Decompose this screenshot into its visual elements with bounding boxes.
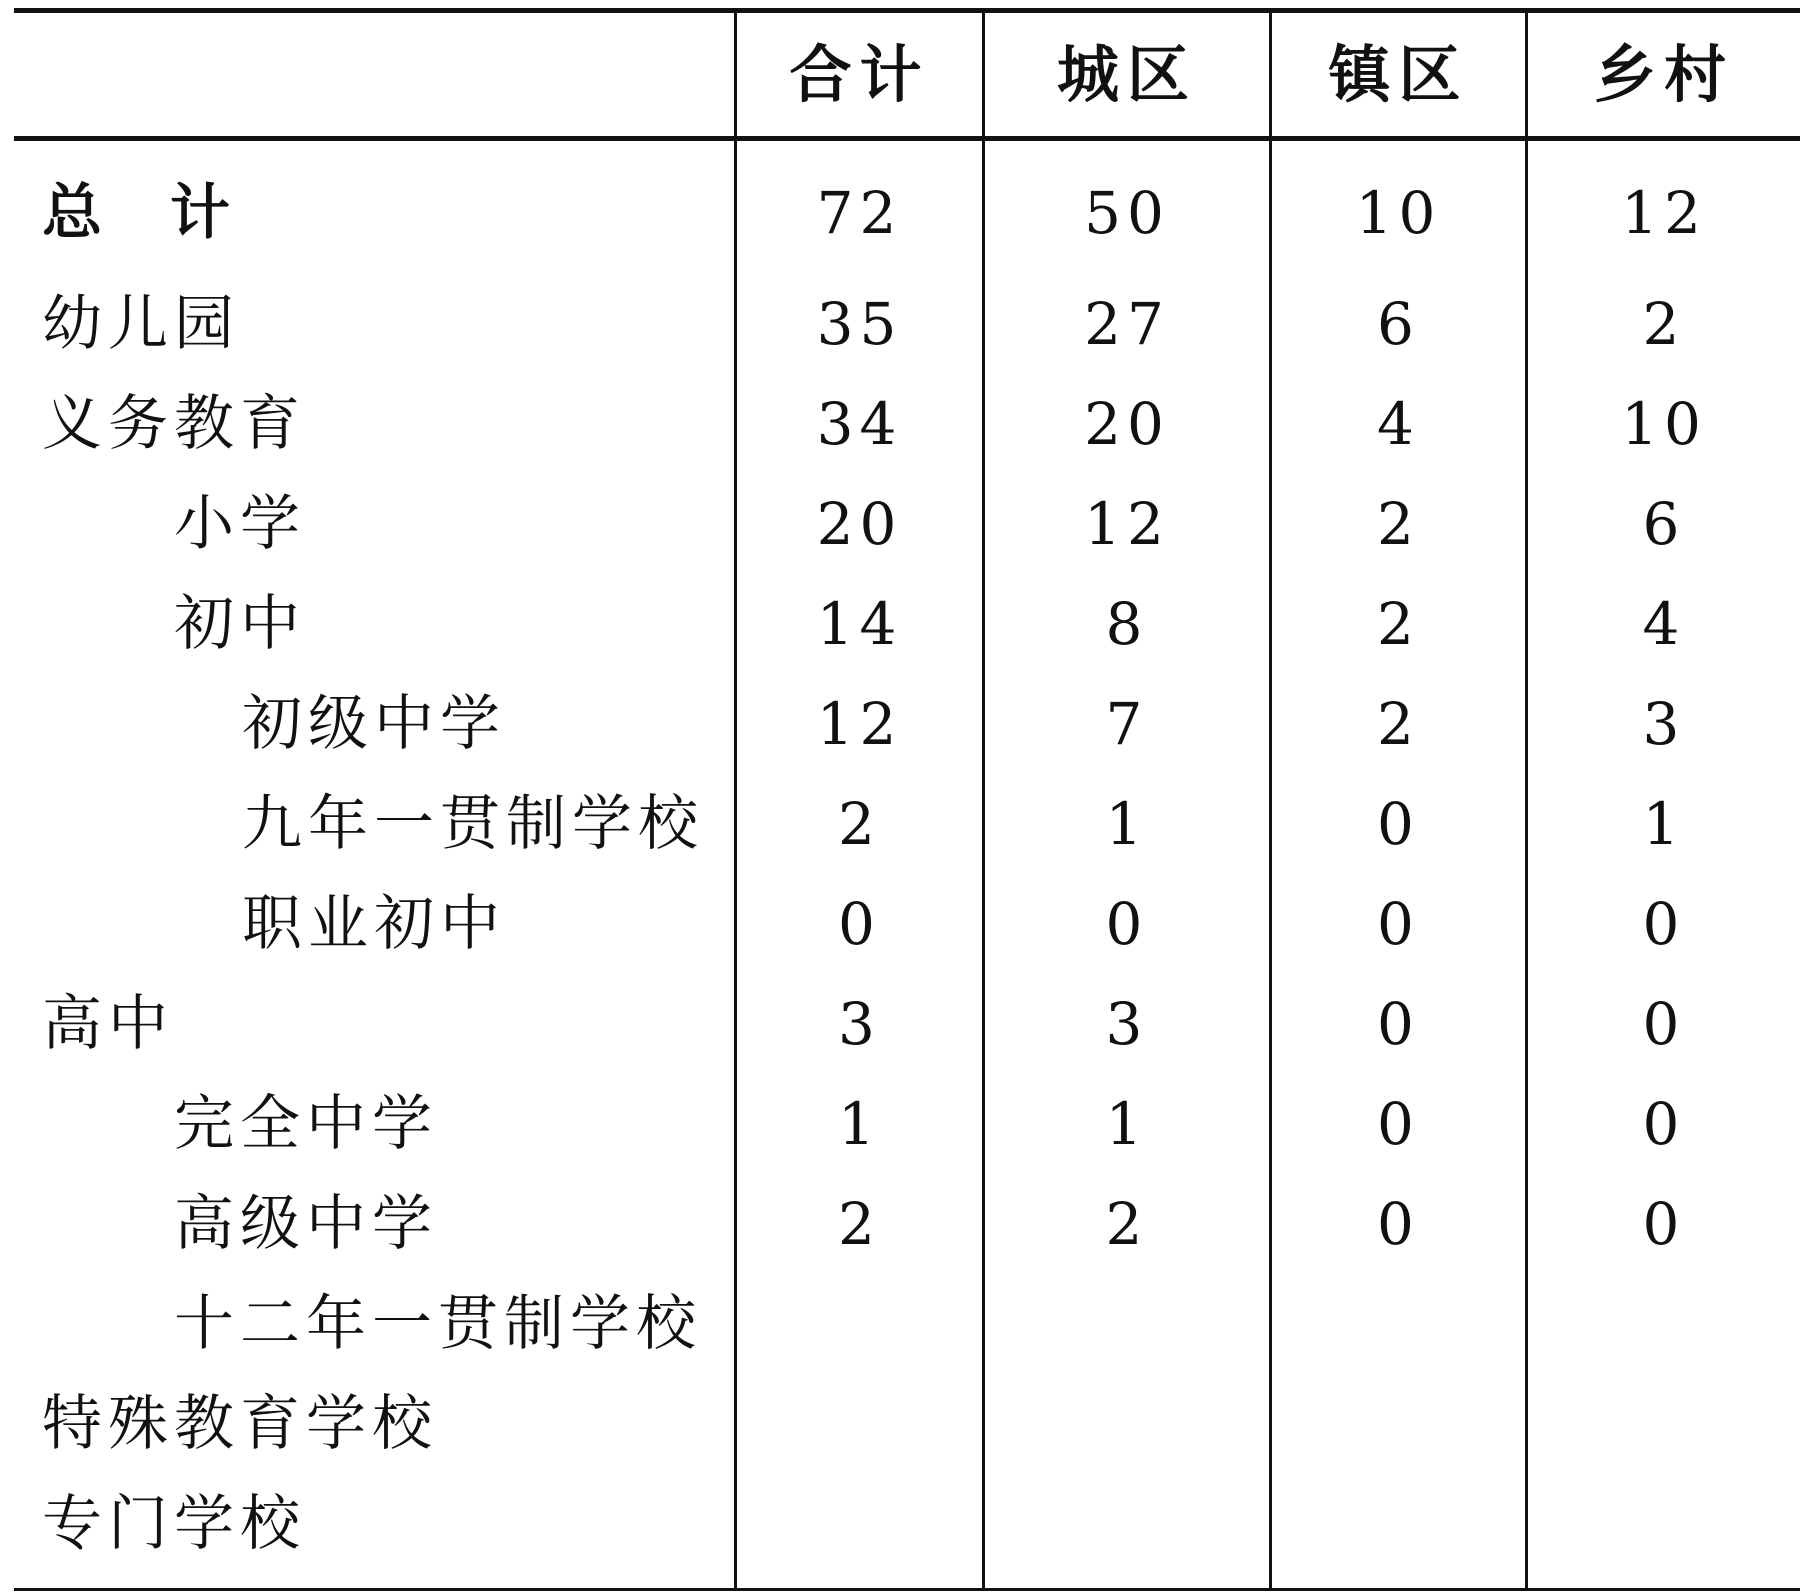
header-row — [14, 13, 1800, 136]
value-cell-urban: 2 — [1105, 1190, 1149, 1258]
value-cell-rural: 4 — [1642, 590, 1686, 658]
value-cell-total: 2 — [838, 790, 881, 858]
value-cell-total: 20 — [816, 490, 903, 558]
value-cell-town: 0 — [1377, 990, 1420, 1058]
value-cell-total: 14 — [816, 590, 903, 658]
row-label: 高级中学 — [174, 1189, 438, 1259]
row-label: 专门学校 — [42, 1489, 306, 1559]
value-cell-urban: 1 — [1105, 1090, 1149, 1158]
value-cell-rural: 6 — [1642, 490, 1686, 558]
value-cell-total: 72 — [816, 179, 903, 247]
value-cell-urban: 3 — [1105, 990, 1149, 1058]
value-cell-urban: 27 — [1084, 290, 1170, 358]
value-cell-town: 0 — [1377, 1090, 1420, 1158]
value-cell-total: 2 — [838, 1190, 881, 1258]
table-row — [14, 474, 1800, 574]
value-cell-rural: 0 — [1642, 890, 1686, 958]
row-label: 职业初中 — [242, 889, 506, 959]
statistics-table — [14, 8, 1800, 1594]
bottom-rule — [14, 1588, 1800, 1591]
value-cell-town: 2 — [1377, 690, 1420, 758]
header-urban: 城区 — [1056, 38, 1197, 111]
row-label: 九年一贯制学校 — [242, 789, 704, 859]
value-cell-urban: 20 — [1084, 390, 1170, 458]
value-cell-urban: 1 — [1105, 790, 1149, 858]
value-cell-town: 10 — [1355, 179, 1442, 247]
value-cell-town: 2 — [1377, 490, 1420, 558]
value-cell-rural: 0 — [1642, 1090, 1686, 1158]
value-cell-urban: 0 — [1105, 890, 1149, 958]
value-cell-total: 34 — [816, 390, 903, 458]
header-corner-cell — [14, 13, 734, 136]
table-row — [14, 374, 1800, 474]
row-label: 小学 — [174, 489, 306, 559]
value-cell-town: 4 — [1377, 390, 1420, 458]
value-cell-urban: 8 — [1105, 590, 1149, 658]
header-total: 合计 — [789, 38, 930, 111]
value-cell-urban: 7 — [1105, 690, 1149, 758]
value-cell-town: 0 — [1377, 890, 1420, 958]
row-label: 十二年一贯制学校 — [174, 1289, 702, 1359]
value-cell-town: 0 — [1377, 790, 1420, 858]
table-row — [14, 1374, 1800, 1474]
value-cell-town: 6 — [1377, 290, 1420, 358]
value-cell-rural: 10 — [1621, 390, 1707, 458]
header-rule — [14, 136, 1800, 141]
value-cell-total: 3 — [838, 990, 881, 1058]
value-cell-total: 12 — [816, 690, 903, 758]
header-town: 镇区 — [1328, 38, 1469, 111]
value-cell-town: 0 — [1377, 1190, 1420, 1258]
table-row — [14, 1474, 1800, 1574]
row-label: 初级中学 — [242, 689, 506, 759]
value-cell-rural: 0 — [1642, 1190, 1686, 1258]
table-row — [14, 574, 1800, 674]
value-cell-total: 35 — [816, 290, 903, 358]
value-cell-town: 2 — [1377, 590, 1420, 658]
value-cell-rural: 12 — [1621, 179, 1707, 247]
row-label: 高中 — [42, 989, 174, 1059]
table-row — [14, 674, 1800, 774]
table-row — [14, 1174, 1800, 1274]
value-cell-rural: 2 — [1642, 290, 1686, 358]
row-label: 初中 — [174, 589, 306, 659]
value-cell-rural: 3 — [1642, 690, 1686, 758]
table-row — [14, 1074, 1800, 1174]
row-label: 总计 — [42, 178, 298, 248]
header-rural: 乡村 — [1593, 38, 1734, 111]
table-row — [14, 163, 1800, 263]
value-cell-total: 1 — [838, 1090, 881, 1158]
row-label: 特殊教育学校 — [42, 1389, 438, 1459]
table-row — [14, 974, 1800, 1074]
value-cell-urban: 50 — [1084, 179, 1170, 247]
table-row — [14, 774, 1800, 874]
value-cell-total: 0 — [838, 890, 881, 958]
row-label: 义务教育 — [42, 389, 306, 459]
value-cell-urban: 12 — [1084, 490, 1170, 558]
table-row — [14, 874, 1800, 974]
table-row — [14, 1274, 1800, 1374]
value-cell-rural: 1 — [1642, 790, 1686, 858]
table-row — [14, 274, 1800, 374]
row-label: 完全中学 — [174, 1089, 438, 1159]
row-label: 幼儿园 — [42, 289, 240, 359]
value-cell-rural: 0 — [1642, 990, 1686, 1058]
